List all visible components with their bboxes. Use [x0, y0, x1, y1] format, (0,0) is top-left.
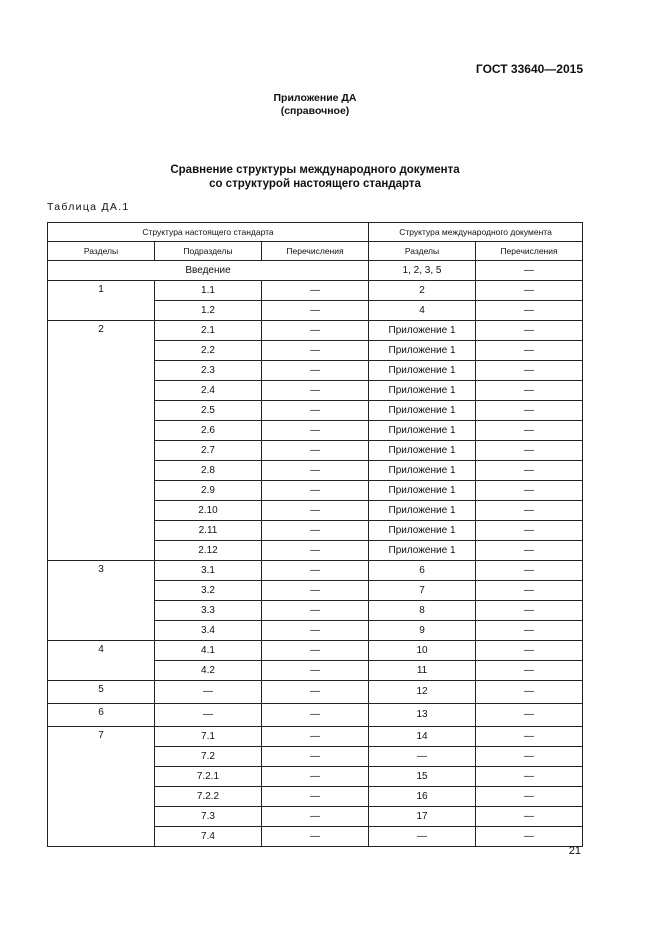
subsection-cell: 2.7 — [155, 441, 262, 461]
int-enumeration-cell: — — [476, 827, 583, 847]
page-number: 21 — [568, 845, 581, 857]
document-title — [0, 163, 630, 191]
int-section-cell: Приложение 1 — [369, 441, 476, 461]
title-line-2: со структурой настоящего стандарта — [209, 178, 421, 190]
enumeration-cell: — — [262, 281, 369, 301]
subsection-cell: 2.8 — [155, 461, 262, 481]
column-header-subsections: Подразделы — [155, 242, 262, 261]
intro-row — [48, 261, 583, 281]
subsection-cell: 1.2 — [155, 301, 262, 321]
int-enumeration-cell: — — [476, 561, 583, 581]
enumeration-cell: — — [262, 621, 369, 641]
group-header-row — [48, 223, 583, 242]
int-enumeration-cell: — — [476, 601, 583, 621]
int-enumeration-cell: — — [476, 401, 583, 421]
enumeration-cell: — — [262, 321, 369, 341]
subsection-cell: 2.4 — [155, 381, 262, 401]
subsection-cell: 7.4 — [155, 827, 262, 847]
enumeration-cell: — — [262, 461, 369, 481]
int-enumeration-cell: — — [476, 661, 583, 681]
subsection-cell: 7.1 — [155, 727, 262, 747]
int-section-cell: Приложение 1 — [369, 341, 476, 361]
int-section-cell: — — [369, 747, 476, 767]
subsection-cell: 7.2.1 — [155, 767, 262, 787]
subsection-cell: 7.2 — [155, 747, 262, 767]
enumeration-cell: — — [262, 747, 369, 767]
subsection-cell: 4.2 — [155, 661, 262, 681]
subsection-cell: 7.2.2 — [155, 787, 262, 807]
subsection-cell: 7.3 — [155, 807, 262, 827]
table-row — [48, 727, 583, 747]
enumeration-cell: — — [262, 681, 369, 704]
int-enumeration-cell: — — [476, 767, 583, 787]
enumeration-cell: — — [262, 827, 369, 847]
column-header-row — [48, 242, 583, 261]
int-enumeration-cell: — — [476, 787, 583, 807]
section-cell: 3 — [48, 561, 155, 641]
enumeration-cell: — — [262, 421, 369, 441]
int-section-cell: 9 — [369, 621, 476, 641]
subsection-cell: 1.1 — [155, 281, 262, 301]
subsection-cell: — — [155, 681, 262, 704]
intro-label: Введение — [48, 261, 369, 281]
section-cell: 5 — [48, 681, 155, 704]
enumeration-cell: — — [262, 661, 369, 681]
subsection-cell: 2.5 — [155, 401, 262, 421]
annex-title: Приложение ДА — [273, 92, 357, 104]
int-section-cell: 8 — [369, 601, 476, 621]
table-body — [48, 223, 583, 847]
int-enumeration-cell: — — [476, 521, 583, 541]
intro-int-enum: — — [476, 261, 583, 281]
enumeration-cell: — — [262, 361, 369, 381]
annex-heading — [0, 92, 630, 118]
int-section-cell: Приложение 1 — [369, 381, 476, 401]
int-section-cell: Приложение 1 — [369, 461, 476, 481]
subsection-cell: 2.12 — [155, 541, 262, 561]
int-enumeration-cell: — — [476, 381, 583, 401]
table-row — [48, 704, 583, 727]
int-enumeration-cell: — — [476, 641, 583, 661]
enumeration-cell: — — [262, 401, 369, 421]
int-enumeration-cell: — — [476, 621, 583, 641]
subsection-cell: 2.1 — [155, 321, 262, 341]
enumeration-cell: — — [262, 561, 369, 581]
subsection-cell: — — [155, 704, 262, 727]
enumeration-cell: — — [262, 441, 369, 461]
enumeration-cell: — — [262, 581, 369, 601]
int-enumeration-cell: — — [476, 441, 583, 461]
int-section-cell: — — [369, 827, 476, 847]
int-enumeration-cell: — — [476, 481, 583, 501]
int-enumeration-cell: — — [476, 581, 583, 601]
int-section-cell: 17 — [369, 807, 476, 827]
subsection-cell: 2.9 — [155, 481, 262, 501]
table-row — [48, 681, 583, 704]
subsection-cell: 2.2 — [155, 341, 262, 361]
int-enumeration-cell: — — [476, 281, 583, 301]
int-enumeration-cell: — — [476, 421, 583, 441]
enumeration-cell: — — [262, 807, 369, 827]
int-enumeration-cell: — — [476, 727, 583, 747]
int-section-cell: 10 — [369, 641, 476, 661]
int-section-cell: 13 — [369, 704, 476, 727]
table-caption: Таблица ДА.1 — [47, 201, 130, 213]
int-enumeration-cell: — — [476, 541, 583, 561]
enumeration-cell: — — [262, 541, 369, 561]
int-enumeration-cell: — — [476, 461, 583, 481]
int-section-cell: Приложение 1 — [369, 361, 476, 381]
subsection-cell: 3.4 — [155, 621, 262, 641]
enumeration-cell: — — [262, 301, 369, 321]
enumeration-cell: — — [262, 601, 369, 621]
int-section-cell: 6 — [369, 561, 476, 581]
subsection-cell: 2.10 — [155, 501, 262, 521]
enumeration-cell: — — [262, 381, 369, 401]
int-enumeration-cell: — — [476, 807, 583, 827]
int-section-cell: 14 — [369, 727, 476, 747]
int-section-cell: 15 — [369, 767, 476, 787]
enumeration-cell: — — [262, 481, 369, 501]
enumeration-cell: — — [262, 704, 369, 727]
column-header-int-enumerations: Перечисления — [476, 242, 583, 261]
int-enumeration-cell: — — [476, 501, 583, 521]
subsection-cell: 3.2 — [155, 581, 262, 601]
column-header-int-sections: Разделы — [369, 242, 476, 261]
int-section-cell: Приложение 1 — [369, 521, 476, 541]
enumeration-cell: — — [262, 787, 369, 807]
enumeration-cell: — — [262, 341, 369, 361]
section-cell: 2 — [48, 321, 155, 561]
subsection-cell: 3.1 — [155, 561, 262, 581]
subsection-cell: 3.3 — [155, 601, 262, 621]
int-section-cell: 4 — [369, 301, 476, 321]
subsection-cell: 2.3 — [155, 361, 262, 381]
table-row — [48, 641, 583, 661]
comparison-table — [47, 222, 583, 847]
int-enumeration-cell: — — [476, 361, 583, 381]
int-section-cell: Приложение 1 — [369, 481, 476, 501]
enumeration-cell: — — [262, 727, 369, 747]
section-cell: 6 — [48, 704, 155, 727]
enumeration-cell: — — [262, 521, 369, 541]
subsection-cell: 2.6 — [155, 421, 262, 441]
enumeration-cell: — — [262, 641, 369, 661]
table-row — [48, 281, 583, 301]
section-cell: 4 — [48, 641, 155, 681]
enumeration-cell: — — [262, 501, 369, 521]
group-header-national: Структура настоящего стандарта — [48, 223, 369, 242]
document-code: ГОСТ 33640—2015 — [475, 62, 583, 76]
annex-subtitle: (справочное) — [280, 105, 350, 117]
int-enumeration-cell: — — [476, 301, 583, 321]
section-cell: 7 — [48, 727, 155, 847]
table-row — [48, 321, 583, 341]
int-section-cell: Приложение 1 — [369, 421, 476, 441]
int-section-cell: Приложение 1 — [369, 541, 476, 561]
int-enumeration-cell: — — [476, 321, 583, 341]
int-enumeration-cell: — — [476, 681, 583, 704]
title-line-1: Сравнение структуры международного документа — [170, 164, 460, 176]
int-section-cell: Приложение 1 — [369, 501, 476, 521]
column-header-enumerations: Перечисления — [262, 242, 369, 261]
table-row — [48, 561, 583, 581]
int-section-cell: 16 — [369, 787, 476, 807]
enumeration-cell: — — [262, 767, 369, 787]
int-section-cell: Приложение 1 — [369, 321, 476, 341]
int-enumeration-cell: — — [476, 704, 583, 727]
int-section-cell: 7 — [369, 581, 476, 601]
subsection-cell: 2.11 — [155, 521, 262, 541]
int-enumeration-cell: — — [476, 341, 583, 361]
int-section-cell: Приложение 1 — [369, 401, 476, 421]
int-section-cell: 11 — [369, 661, 476, 681]
column-header-sections: Разделы — [48, 242, 155, 261]
intro-int-section: 1, 2, 3, 5 — [369, 261, 476, 281]
section-cell: 1 — [48, 281, 155, 321]
int-section-cell: 2 — [369, 281, 476, 301]
group-header-international: Структура международного документа — [369, 223, 583, 242]
subsection-cell: 4.1 — [155, 641, 262, 661]
int-section-cell: 12 — [369, 681, 476, 704]
int-enumeration-cell: — — [476, 747, 583, 767]
